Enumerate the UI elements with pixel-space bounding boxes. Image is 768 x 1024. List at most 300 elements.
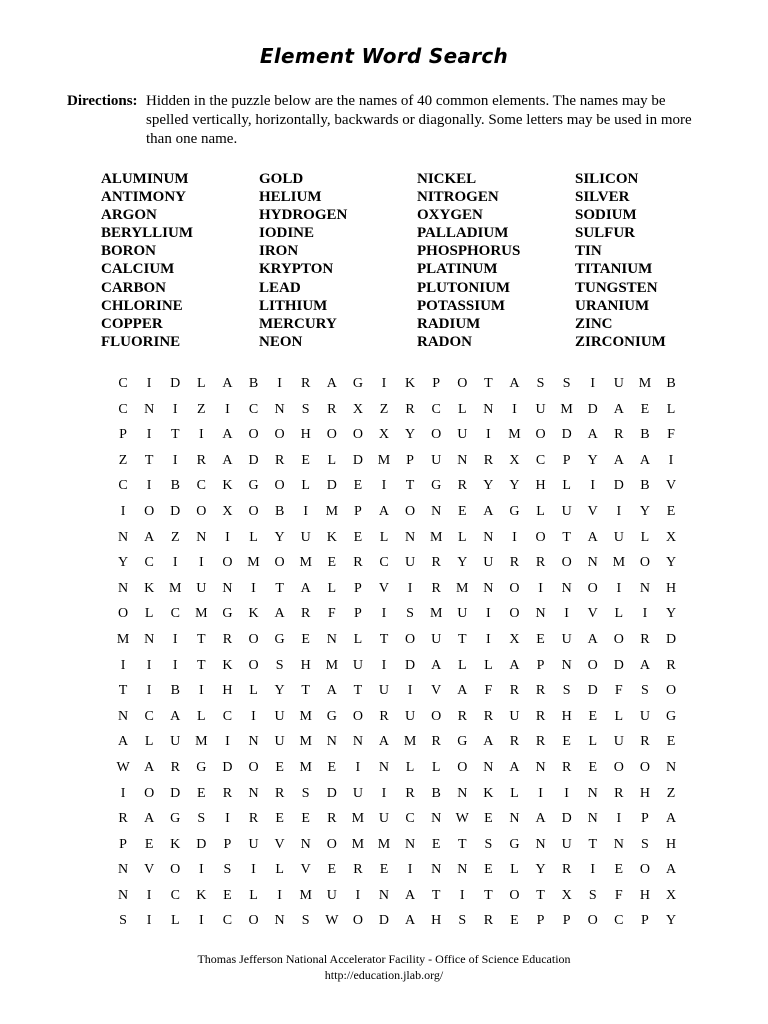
grid-letter[interactable]: T <box>144 452 154 468</box>
grid-letter[interactable]: A <box>639 657 650 673</box>
grid-letter[interactable]: R <box>222 785 233 801</box>
grid-letter[interactable]: S <box>406 606 414 622</box>
grid-letter[interactable]: H <box>665 580 677 596</box>
grid-letter[interactable]: A <box>222 427 233 443</box>
grid-letter[interactable]: I <box>277 376 282 391</box>
grid-letter[interactable]: N <box>248 785 259 801</box>
grid-letter[interactable]: K <box>144 580 155 596</box>
grid-letter[interactable]: R <box>301 606 311 622</box>
grid-letter[interactable]: M <box>377 452 391 468</box>
grid-letter[interactable]: I <box>251 708 256 724</box>
grid-letter[interactable]: D <box>222 759 233 775</box>
grid-letter[interactable]: O <box>613 631 624 647</box>
grid-letter[interactable]: I <box>564 785 569 801</box>
grid-letter[interactable]: N <box>274 913 285 929</box>
grid-letter[interactable]: N <box>587 785 598 801</box>
grid-letter[interactable]: S <box>588 887 597 903</box>
grid-letter[interactable]: C <box>222 913 233 929</box>
grid-letter[interactable]: R <box>535 734 546 750</box>
grid-letter[interactable]: G <box>509 836 520 852</box>
grid-letter[interactable]: X <box>665 887 677 903</box>
grid-letter[interactable]: N <box>457 862 468 878</box>
grid-letter[interactable]: Z <box>197 401 206 417</box>
grid-letter[interactable]: N <box>117 887 129 903</box>
grid-letter[interactable]: R <box>509 683 520 699</box>
grid-letter[interactable]: O <box>457 376 468 391</box>
grid-letter[interactable]: Y <box>665 913 677 929</box>
grid-letter[interactable]: N <box>561 580 572 596</box>
grid-letter[interactable]: L <box>431 759 441 775</box>
grid-letter[interactable]: N <box>352 734 363 750</box>
grid-letter[interactable]: C <box>118 376 128 391</box>
grid-letter[interactable]: A <box>378 503 390 519</box>
grid-letter[interactable]: I <box>146 683 152 699</box>
grid-letter[interactable]: K <box>222 657 233 673</box>
grid-letter[interactable]: N <box>326 631 337 647</box>
grid-letter[interactable]: U <box>326 887 337 903</box>
grid-letter[interactable]: F <box>614 683 623 699</box>
grid-letter[interactable]: E <box>666 503 676 519</box>
grid-letter[interactable]: R <box>561 862 572 878</box>
grid-letter[interactable]: V <box>587 606 598 622</box>
grid-letter[interactable]: N <box>483 401 494 417</box>
grid-letter[interactable]: L <box>327 452 337 468</box>
grid-letter[interactable]: D <box>170 376 181 391</box>
grid-letter[interactable]: N <box>483 529 494 545</box>
grid-letter[interactable]: Y <box>117 555 129 571</box>
grid-letter[interactable]: T <box>405 478 415 494</box>
grid-letter[interactable]: T <box>379 631 389 647</box>
grid-letter[interactable]: O <box>639 555 650 571</box>
grid-letter[interactable]: N <box>535 836 546 852</box>
grid-letter[interactable]: R <box>509 734 520 750</box>
grid-letter[interactable]: E <box>510 913 519 929</box>
grid-letter[interactable]: U <box>639 708 650 724</box>
grid-letter[interactable]: I <box>381 785 387 801</box>
grid-letter[interactable]: N <box>483 759 494 775</box>
grid-letter[interactable]: S <box>301 913 310 929</box>
grid-letter[interactable]: L <box>510 785 519 801</box>
grid-letter[interactable]: M <box>299 887 312 903</box>
grid-letter[interactable]: G <box>222 606 233 622</box>
grid-letter[interactable]: I <box>512 529 517 545</box>
grid-letter[interactable]: M <box>612 555 626 571</box>
grid-letter[interactable]: M <box>351 811 365 827</box>
grid-letter[interactable]: M <box>299 759 312 775</box>
grid-letter[interactable]: O <box>665 683 677 699</box>
grid-letter[interactable]: Y <box>639 503 650 519</box>
grid-letter[interactable]: I <box>381 606 387 622</box>
grid-letter[interactable]: A <box>378 734 390 750</box>
grid-letter[interactable]: N <box>222 580 233 596</box>
grid-letter[interactable]: I <box>381 376 387 391</box>
grid-letter[interactable]: I <box>225 401 230 417</box>
grid-letter[interactable]: K <box>222 478 233 494</box>
grid-letter[interactable]: O <box>535 529 546 545</box>
grid-letter[interactable]: G <box>248 478 259 494</box>
grid-letter[interactable]: M <box>247 555 260 571</box>
grid-letter[interactable]: M <box>325 503 339 519</box>
grid-letter[interactable]: A <box>144 759 155 775</box>
grid-letter[interactable]: Z <box>118 452 128 468</box>
grid-letter[interactable]: O <box>326 427 337 443</box>
grid-letter[interactable]: N <box>587 811 598 827</box>
grid-letter[interactable]: M <box>299 708 312 724</box>
grid-letter[interactable]: Y <box>274 529 285 545</box>
grid-letter[interactable]: C <box>170 887 180 903</box>
footer-url[interactable]: http://education.jlab.org/ <box>324 968 444 982</box>
grid-letter[interactable]: I <box>590 478 596 494</box>
grid-letter[interactable]: A <box>587 631 598 647</box>
grid-letter[interactable]: D <box>326 478 337 494</box>
grid-letter[interactable]: U <box>274 734 285 750</box>
grid-letter[interactable]: O <box>509 580 520 596</box>
grid-letter[interactable]: L <box>614 708 624 724</box>
grid-letter[interactable]: O <box>509 606 520 622</box>
grid-letter[interactable]: L <box>614 606 624 622</box>
grid-letter[interactable]: G <box>431 478 442 494</box>
grid-letter[interactable]: N <box>144 401 155 417</box>
grid-letter[interactable]: G <box>665 708 677 724</box>
grid-letter[interactable]: S <box>301 401 310 417</box>
grid-letter[interactable]: O <box>248 503 259 519</box>
grid-letter[interactable]: R <box>405 785 415 801</box>
grid-letter[interactable]: A <box>222 452 233 468</box>
grid-letter[interactable]: P <box>119 427 127 443</box>
grid-letter[interactable]: R <box>274 452 285 468</box>
grid-letter[interactable]: T <box>484 376 493 391</box>
grid-letter[interactable]: X <box>509 452 520 468</box>
grid-letter[interactable]: H <box>431 913 442 929</box>
grid-letter[interactable]: O <box>457 759 468 775</box>
grid-letter[interactable]: E <box>275 759 284 775</box>
grid-letter[interactable]: X <box>352 401 363 417</box>
grid-letter[interactable]: T <box>197 657 206 673</box>
grid-letter[interactable]: C <box>118 478 128 494</box>
grid-letter[interactable]: T <box>301 683 310 699</box>
grid-letter[interactable]: H <box>535 478 546 494</box>
grid-letter[interactable]: U <box>405 708 416 724</box>
grid-letter[interactable]: L <box>144 734 154 750</box>
grid-letter[interactable]: N <box>196 529 207 545</box>
grid-letter[interactable]: G <box>352 376 363 391</box>
grid-letter[interactable]: P <box>641 811 649 827</box>
grid-letter[interactable]: P <box>536 657 545 673</box>
grid-letter[interactable]: C <box>196 478 206 494</box>
grid-letter[interactable]: R <box>196 452 206 468</box>
grid-letter[interactable]: Z <box>379 401 389 417</box>
grid-letter[interactable]: N <box>117 862 129 878</box>
grid-letter[interactable]: E <box>327 555 337 571</box>
grid-letter[interactable]: O <box>561 555 572 571</box>
grid-letter[interactable]: A <box>274 606 285 622</box>
grid-letter[interactable]: Z <box>170 529 180 545</box>
grid-letter[interactable]: A <box>222 376 233 391</box>
grid-letter[interactable]: T <box>536 887 545 903</box>
grid-letter[interactable]: O <box>352 708 363 724</box>
grid-letter[interactable]: A <box>587 427 598 443</box>
grid-letter[interactable]: D <box>405 657 416 673</box>
grid-letter[interactable]: O <box>639 759 650 775</box>
grid-letter[interactable]: R <box>483 452 494 468</box>
grid-letter[interactable]: I <box>146 657 152 673</box>
grid-letter[interactable]: R <box>535 683 546 699</box>
grid-letter[interactable]: F <box>327 606 336 622</box>
grid-letter[interactable]: Y <box>535 862 546 878</box>
grid-letter[interactable]: D <box>561 427 572 443</box>
grid-letter[interactable]: O <box>196 503 207 519</box>
grid-letter[interactable]: I <box>303 503 309 519</box>
grid-letter[interactable]: A <box>483 734 494 750</box>
grid-letter[interactable]: K <box>483 785 494 801</box>
grid-letter[interactable]: O <box>587 580 598 596</box>
grid-letter[interactable]: L <box>588 734 598 750</box>
grid-letter[interactable]: A <box>405 887 416 903</box>
grid-letter[interactable]: E <box>223 887 232 903</box>
grid-letter[interactable]: S <box>458 913 467 929</box>
grid-letter[interactable]: W <box>455 811 469 827</box>
grid-letter[interactable]: I <box>277 887 282 903</box>
grid-letter[interactable]: I <box>616 580 622 596</box>
grid-letter[interactable]: I <box>251 862 256 878</box>
grid-letter[interactable]: N <box>665 759 677 775</box>
grid-letter[interactable]: R <box>457 478 467 494</box>
grid-letter[interactable]: I <box>172 631 178 647</box>
grid-letter[interactable]: N <box>613 836 624 852</box>
grid-letter[interactable]: R <box>353 862 363 878</box>
grid-letter[interactable]: A <box>535 811 546 827</box>
grid-letter[interactable]: I <box>486 427 491 443</box>
grid-letter[interactable]: M <box>456 580 469 596</box>
grid-letter[interactable]: I <box>512 401 517 417</box>
grid-letter[interactable]: N <box>483 580 494 596</box>
grid-letter[interactable]: D <box>587 683 598 699</box>
grid-letter[interactable]: A <box>170 708 181 724</box>
grid-letter[interactable]: Y <box>457 555 468 571</box>
grid-letter[interactable]: S <box>641 683 649 699</box>
grid-letter[interactable]: A <box>483 503 494 519</box>
grid-letter[interactable]: O <box>144 785 155 801</box>
grid-letter[interactable]: Y <box>405 427 416 443</box>
grid-letter[interactable]: V <box>274 836 285 852</box>
grid-letter[interactable]: E <box>379 862 389 878</box>
grid-letter[interactable]: O <box>274 478 285 494</box>
grid-letter[interactable]: O <box>352 427 363 443</box>
grid-letter[interactable]: U <box>561 836 572 852</box>
grid-letter[interactable]: D <box>170 503 181 519</box>
grid-letter[interactable]: N <box>457 452 468 468</box>
grid-letter[interactable]: O <box>431 427 442 443</box>
grid-letter[interactable]: I <box>120 657 126 673</box>
grid-letter[interactable]: N <box>117 529 129 545</box>
grid-letter[interactable]: L <box>353 631 363 647</box>
grid-letter[interactable]: R <box>561 759 572 775</box>
grid-letter[interactable]: M <box>299 734 312 750</box>
grid-letter[interactable]: I <box>198 427 204 443</box>
grid-letter[interactable]: L <box>457 529 467 545</box>
grid-letter[interactable]: C <box>144 708 154 724</box>
grid-letter[interactable]: P <box>562 913 571 929</box>
grid-letter[interactable]: R <box>327 401 337 417</box>
grid-letter[interactable]: M <box>429 606 443 622</box>
grid-letter[interactable]: O <box>170 862 181 878</box>
grid-letter[interactable]: A <box>665 811 677 827</box>
grid-letter[interactable]: L <box>197 376 206 391</box>
grid-letter[interactable]: R <box>405 401 415 417</box>
grid-letter[interactable]: D <box>196 836 207 852</box>
grid-letter[interactable]: L <box>484 657 493 673</box>
grid-letter[interactable]: A <box>405 913 416 929</box>
grid-letter[interactable]: A <box>613 452 624 468</box>
grid-letter[interactable]: I <box>486 606 491 622</box>
grid-letter[interactable]: O <box>248 657 259 673</box>
grid-letter[interactable]: V <box>665 478 677 494</box>
grid-letter[interactable]: I <box>407 683 413 699</box>
grid-letter[interactable]: U <box>431 452 442 468</box>
grid-letter[interactable]: E <box>588 759 598 775</box>
grid-letter[interactable]: I <box>459 887 465 903</box>
grid-letter[interactable]: L <box>457 657 467 673</box>
grid-letter[interactable]: N <box>535 759 546 775</box>
grid-letter[interactable]: H <box>639 887 650 903</box>
grid-letter[interactable]: R <box>431 734 441 750</box>
grid-letter[interactable]: V <box>378 580 390 596</box>
grid-letter[interactable]: L <box>144 606 154 622</box>
grid-letter[interactable]: O <box>274 555 285 571</box>
grid-letter[interactable]: N <box>639 580 650 596</box>
grid-letter[interactable]: M <box>299 555 312 571</box>
grid-letter[interactable]: I <box>616 503 622 519</box>
grid-letter[interactable]: M <box>116 631 130 647</box>
grid-letter[interactable]: L <box>249 887 258 903</box>
grid-letter[interactable]: R <box>483 913 494 929</box>
grid-letter[interactable]: E <box>431 836 441 852</box>
grid-letter[interactable]: N <box>117 580 129 596</box>
grid-letter[interactable]: P <box>536 913 545 929</box>
grid-letter[interactable]: A <box>509 657 520 673</box>
grid-letter[interactable]: H <box>300 657 311 673</box>
grid-letter[interactable]: X <box>509 631 520 647</box>
grid-letter[interactable]: I <box>251 580 256 596</box>
grid-letter[interactable]: P <box>353 606 362 622</box>
grid-letter[interactable]: E <box>327 759 337 775</box>
grid-letter[interactable]: U <box>248 836 259 852</box>
grid-letter[interactable]: I <box>120 503 126 519</box>
grid-letter[interactable]: B <box>170 478 180 494</box>
grid-letter[interactable]: E <box>144 836 154 852</box>
grid-letter[interactable]: L <box>510 862 519 878</box>
grid-letter[interactable]: E <box>614 862 624 878</box>
grid-letter[interactable]: G <box>457 734 468 750</box>
grid-letter[interactable]: I <box>146 427 152 443</box>
grid-letter[interactable]: H <box>639 785 650 801</box>
grid-letter[interactable]: R <box>248 811 259 827</box>
grid-letter[interactable]: Y <box>665 555 677 571</box>
grid-letter[interactable]: O <box>117 606 129 622</box>
grid-letter[interactable]: T <box>353 683 363 699</box>
grid-letter[interactable]: L <box>170 913 180 929</box>
grid-letter[interactable]: U <box>170 734 181 750</box>
grid-letter[interactable]: N <box>431 503 442 519</box>
grid-letter[interactable]: O <box>222 555 233 571</box>
grid-letter[interactable]: M <box>508 427 521 443</box>
grid-letter[interactable]: K <box>170 836 181 852</box>
grid-letter[interactable]: O <box>274 427 285 443</box>
grid-letter[interactable]: C <box>144 555 154 571</box>
grid-letter[interactable]: E <box>484 862 493 878</box>
grid-letter[interactable]: C <box>170 606 180 622</box>
grid-letter[interactable]: A <box>509 759 520 775</box>
grid-letter[interactable]: S <box>562 376 571 391</box>
grid-letter[interactable]: H <box>300 427 311 443</box>
grid-letter[interactable]: E <box>275 811 284 827</box>
grid-letter[interactable]: N <box>405 836 416 852</box>
grid-letter[interactable]: A <box>326 376 337 391</box>
grid-letter[interactable]: T <box>275 580 284 596</box>
grid-letter[interactable]: L <box>379 529 389 545</box>
grid-letter[interactable]: L <box>249 683 258 699</box>
grid-letter[interactable]: C <box>535 452 546 468</box>
grid-letter[interactable]: A <box>144 529 155 545</box>
grid-letter[interactable]: O <box>509 887 520 903</box>
grid-letter[interactable]: G <box>274 631 285 647</box>
grid-letter[interactable]: E <box>536 631 545 647</box>
grid-letter[interactable]: Y <box>509 478 520 494</box>
grid-letter[interactable]: S <box>119 913 127 929</box>
grid-letter[interactable]: M <box>377 836 391 852</box>
grid-letter[interactable]: E <box>640 401 650 417</box>
grid-letter[interactable]: L <box>327 580 337 596</box>
grid-letter[interactable]: I <box>538 785 543 801</box>
grid-letter[interactable]: U <box>561 631 572 647</box>
grid-letter[interactable]: A <box>457 683 468 699</box>
grid-letter[interactable]: T <box>118 683 128 699</box>
grid-letter[interactable]: E <box>197 785 206 801</box>
grid-letter[interactable]: F <box>614 887 623 903</box>
grid-letter[interactable]: U <box>509 708 520 724</box>
grid-letter[interactable]: F <box>667 427 675 443</box>
grid-letter[interactable]: X <box>561 887 572 903</box>
grid-letter[interactable]: I <box>668 452 674 468</box>
grid-letter[interactable]: M <box>169 580 182 596</box>
grid-letter[interactable]: S <box>301 785 310 801</box>
grid-letter[interactable]: O <box>639 862 650 878</box>
grid-letter[interactable]: P <box>641 913 649 929</box>
grid-letter[interactable]: R <box>431 580 441 596</box>
grid-letter[interactable]: R <box>535 555 546 571</box>
grid-letter[interactable]: S <box>641 836 649 852</box>
grid-letter[interactable]: I <box>172 452 178 468</box>
grid-letter[interactable]: I <box>355 759 361 775</box>
grid-letter[interactable]: O <box>587 657 598 673</box>
grid-letter[interactable]: E <box>301 452 310 468</box>
grid-letter[interactable]: C <box>248 401 259 417</box>
grid-letter[interactable]: I <box>120 785 126 801</box>
grid-letter[interactable]: M <box>638 376 652 391</box>
grid-letter[interactable]: O <box>613 759 624 775</box>
grid-letter[interactable]: U <box>378 683 390 699</box>
grid-letter[interactable]: I <box>146 913 152 929</box>
grid-letter[interactable]: N <box>535 606 546 622</box>
grid-letter[interactable]: R <box>640 631 650 647</box>
grid-letter[interactable]: E <box>562 734 571 750</box>
grid-letter[interactable]: I <box>355 887 361 903</box>
grid-letter[interactable]: N <box>431 862 442 878</box>
grid-letter[interactable]: H <box>561 708 572 724</box>
grid-letter[interactable]: I <box>225 811 230 827</box>
grid-letter[interactable]: M <box>325 657 339 673</box>
grid-letter[interactable]: D <box>613 478 624 494</box>
